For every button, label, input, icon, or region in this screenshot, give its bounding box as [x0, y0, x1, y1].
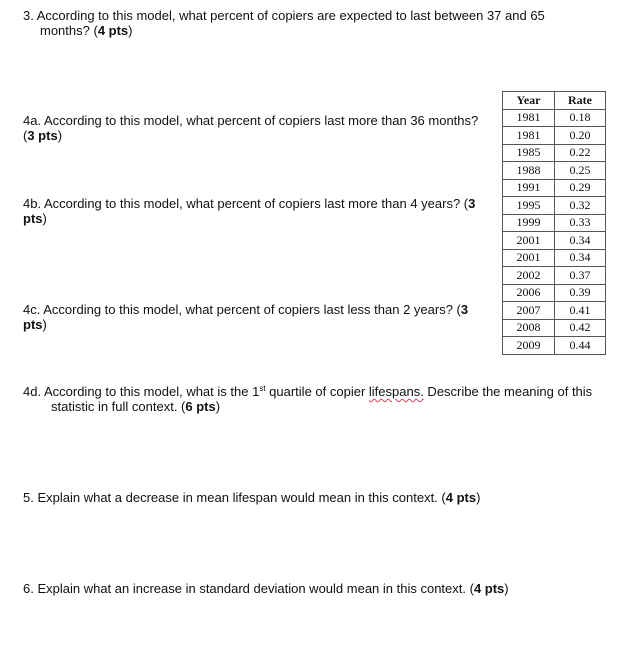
- table-row: 2001 0.34: [503, 232, 606, 250]
- table-row: 2002 0.37: [503, 267, 606, 285]
- table-row: 1985 0.22: [503, 144, 606, 162]
- table-row: 1981 0.18: [503, 109, 606, 127]
- question-4c: 4c. According to this model, what percent of copiers last less than 2 years? (3 pts): [23, 302, 469, 332]
- question-6: 6. Explain what an increase in standard deviation would mean in this context. (4 pts): [23, 581, 509, 596]
- table-header-row: [503, 92, 606, 110]
- table-row: 1991 0.29: [503, 179, 606, 197]
- q3-line1: 3. According to this model, what percent of copiers are expected to last between 37 and 65: [23, 8, 545, 23]
- table-row: 2007 0.41: [503, 302, 606, 320]
- question-3: [23, 8, 545, 38]
- table-row: 1999 0.33: [503, 214, 606, 232]
- table-row: 1988 0.25: [503, 162, 606, 180]
- column-header-rate: Rate: [555, 92, 606, 110]
- q3-line2: months? (4 pts): [40, 23, 133, 38]
- table-row: 2006 0.39: [503, 284, 606, 302]
- question-4b: 4b. According to this model, what percent of copiers last more than 4 years? (3 pts): [23, 196, 476, 226]
- table-row: 2009 0.44: [503, 337, 606, 355]
- column-header-year: Year: [503, 92, 555, 110]
- table-row: 2001 0.34: [503, 249, 606, 267]
- question-4d: 4d. According to this model, what is the 1st quartile of copier lifespans. Describe the meaning of this statistic in full context. (6 pts): [23, 384, 593, 414]
- spellcheck-underlined-word: lifespans.: [368, 384, 424, 399]
- question-5: 5. Explain what a decrease in mean lifespan would mean in this context. (4 pts): [23, 490, 481, 505]
- question-4a: 4a. According to this model, what percent of copiers last more than 36 months? (3 pts): [23, 113, 479, 143]
- table-row: 1981 0.20: [503, 127, 606, 145]
- table-row: 1995 0.32: [503, 197, 606, 215]
- table-row: 2008 0.42: [503, 319, 606, 337]
- year-rate-table: [502, 91, 606, 355]
